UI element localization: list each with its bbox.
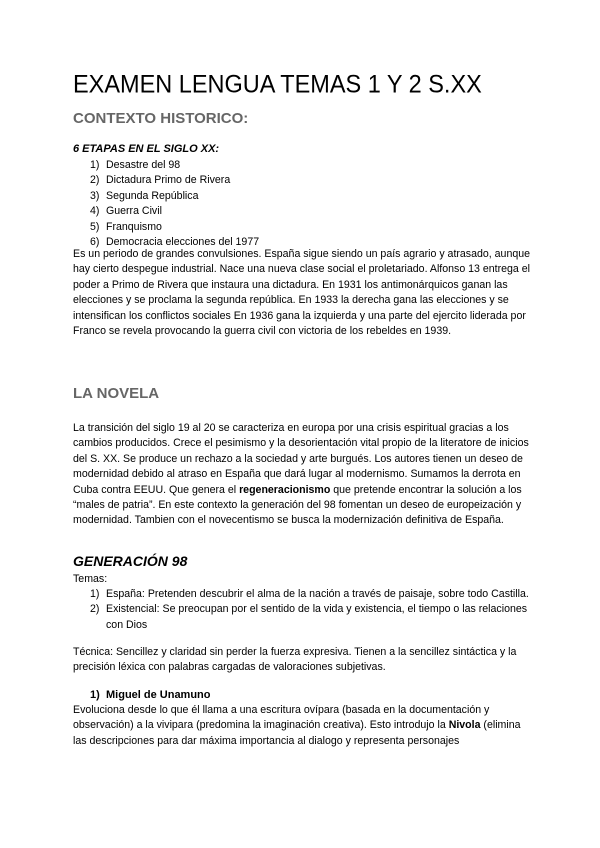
- regeneracionismo-term: regeneracionismo: [239, 483, 331, 496]
- list-item: 2) Existencial: Se preocupan por el sentido de la vida y existencia, el tiempo o las relaciones con Dios: [90, 603, 528, 631]
- contexto-paragraph: Es un periodo de grandes convulsiones. España sigue siendo un país agrario y atrasado, aunque hay cierto despegue industrial. Nace una nueva clase social el proletariado. Alfonso 13 entrega el poder a Primo de Rivera que instaura una dictadura. En 1931 los antimonárquicos ganan las elecciones y se proclama la segunda república. En 1933 la derecha gana las elecciones y se intensifican los conflictos sociales En 1936 gana la izquierda y una parte del ejercito liderada por Franco se revela provocando la guerra civil con victoria de los rebeldes en 1939.: [73, 248, 531, 338]
- document-title: EXAMEN LENGUA TEMAS 1 Y 2 S.XX: [73, 70, 482, 98]
- nivola-term: Nivola: [448, 719, 481, 732]
- list-item: 4) Guerra Civil: [90, 205, 162, 218]
- novela-paragraph: La transición del siglo 19 al 20 se caracteriza en europa por una crisis espiritual gracias a los cambios producidos. Crece el pesimismo y la desorientación vital propio de la literatore de inicios del S. XX. Se produce un rechazo a la sociedad y arte burgués. Los autores tienen un deseo de modernidad debido al atraso en España que dará lugar al modernismo. Sumamos la derrota en Cuba contra EEUU. Que genera el regeneracionismo que pretende encontrar la solución a los “males de patria”. En este contexto la generación del 98 fomentan un deseo de europeización y modernidad. Tambien con el novecentismo se busca la modernización definitiva de España.: [73, 422, 529, 527]
- contexto-heading: CONTEXTO HISTORICO:: [73, 110, 249, 127]
- list-item: 1) Desastre del 98: [90, 159, 181, 171]
- etapas-heading: 6 ETAPAS EN EL SIGLO XX:: [73, 143, 220, 155]
- temas-label: Temas:: [73, 573, 108, 585]
- generacion-heading: GENERACIÓN 98: [73, 553, 188, 569]
- novela-heading: LA NOVELA: [73, 385, 160, 402]
- list-item: 6) Democracia elecciones del 1977: [90, 236, 260, 249]
- temas-list: [73, 587, 531, 633]
- unamuno-paragraph: Evoluciona desde lo que él llama a una escritura ovípara (basada en la documentación y observación) a la vivipara (predomina la imaginación creativa). Esto introdujo la Nivola (elimina las descripciones para dar máxima importancia al dialogo y representa personajes: [73, 704, 521, 747]
- etapas-list: [73, 158, 259, 250]
- list-item: 5) Franquismo: [90, 220, 162, 233]
- list-item: 1) España: Pretenden descubrir el alma de la nación a través de paisaje, sobre todo Castilla.: [90, 588, 529, 600]
- tecnica-paragraph: Técnica: Sencillez y claridad sin perder la fuerza expresiva. Tienen a la sencillez sintáctica y la precisión léxica con palabras cargadas de valoraciones subjetivas.: [73, 646, 517, 674]
- list-item: 3) Segunda República: [90, 189, 199, 202]
- list-item: 2) Dictadura Primo de Rivera: [90, 174, 231, 187]
